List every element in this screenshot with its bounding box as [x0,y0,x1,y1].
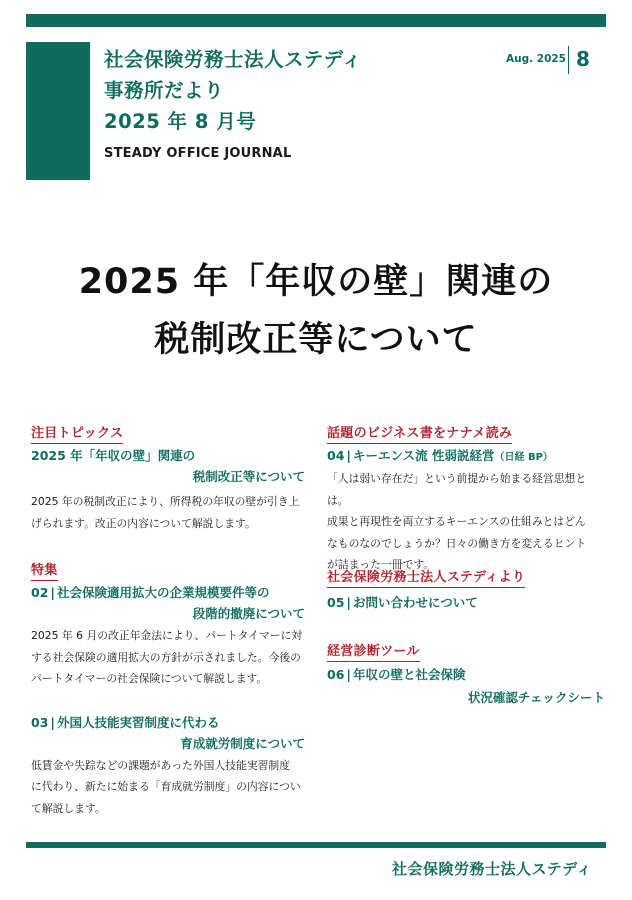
feature-section [31,559,305,819]
issue-title: 2025 年 8 月号 [104,110,257,133]
topics-heading: 注目トピックス [31,422,123,444]
item-title-text: 外国人技能実習制度に代わる [56,714,220,730]
body-line: パートタイマーの社会保険について解説します。 [31,672,268,685]
body-line: する社会保険の適用拡大の方針が示されました。今後の [31,650,301,664]
body-line: て解説します。 [31,801,106,815]
issue-divider [568,46,569,74]
body-line: 成果と再現性を両立するキーエンスの仕組みとはどん [327,515,586,528]
main-headline-line2: 税制改正等について [154,320,478,360]
item-title-text: 社会保険適用拡大の企業規模要件等の [56,585,270,600]
newsletter-name: 事務所だより [104,79,225,102]
feature-item2-title [31,712,305,733]
bottom-rule [26,842,606,848]
item-separator: | [346,595,351,610]
office-item-title [327,592,605,613]
main-headline-line1: 2025 年「年収の壁」関連の [78,262,554,302]
top-rule [26,14,606,27]
books-section [327,422,605,576]
tool-heading: 経営診断ツール [327,640,420,662]
item-title-text: 年収の壁と社会保険 [352,667,466,682]
item-title-text: キーエンス流 性弱説経営 [352,448,495,463]
item-title-text: お問い合わせについて [352,595,478,610]
header-title [104,44,362,137]
feature-item1-title-line2: 段階的撤廃について [192,606,305,621]
feature-item2-title-line2: 育成就労制度について [180,735,305,751]
tool-item-title [327,664,605,685]
feature-item2-body [31,755,305,820]
books-heading: 話題のビジネス書をナナメ読み [327,422,512,444]
publisher-tag: （日経 BP） [494,452,553,463]
topics-body-line: げられます。改正の内容について解説します。 [31,516,256,530]
office-section [327,566,605,613]
item-separator: | [50,585,55,600]
item-number: 02 [31,585,49,600]
tool-section [327,640,605,708]
item-separator: | [50,714,55,730]
item-separator: | [346,667,351,682]
item-number: 06 [327,667,345,682]
feature-item1-title [31,582,305,603]
body-line: なものなのでしょうか？日々の働き方を変えるヒント [327,536,587,550]
office-heading: 社会保険労務士法人ステディより [327,566,525,588]
issue-date: Aug. 2025 [506,53,566,65]
org-name: 社会保険労務士法人ステディ [104,48,363,71]
item-separator: | [346,448,351,463]
body-line: が詰まった一冊です。 [327,558,435,571]
topics-body-line: 2025 年の税制改正により、所得税の年収の壁が引き上 [31,495,300,508]
item-number: 04 [327,448,345,463]
journal-name-en: STEADY OFFICE JOURNAL [104,146,292,161]
item-number: 05 [327,595,345,610]
topics-title-line1: 2025 年「年収の壁」関連の [31,448,196,463]
body-line: に代わり、新たに始まる「育成就労制度」の内容につい [31,780,301,793]
topics-title-line2: 税制改正等について [192,469,305,484]
body-line: 低賃金や失踪などの課題があった外国人技能実習制度 [31,758,291,772]
header-side-block [26,42,90,180]
topics-section [31,422,305,534]
tool-item-title-line2: 状況確認チェックシート [467,690,605,705]
issue-number: 8 [576,47,590,71]
feature-item1-body [31,625,305,690]
body-line: 「人は弱い存在だ」という前提から始まる経営思想とは。 [327,472,587,507]
footer-org-name: 社会保険労務士法人ステディ [391,860,592,878]
item-number: 03 [31,714,49,730]
books-item-title [327,445,605,468]
topics-body [31,491,305,534]
books-body [327,468,605,576]
feature-heading: 特集 [31,559,58,581]
body-line: 2025 年 6 月の改正年金法により、パートタイマーに対 [31,629,303,642]
